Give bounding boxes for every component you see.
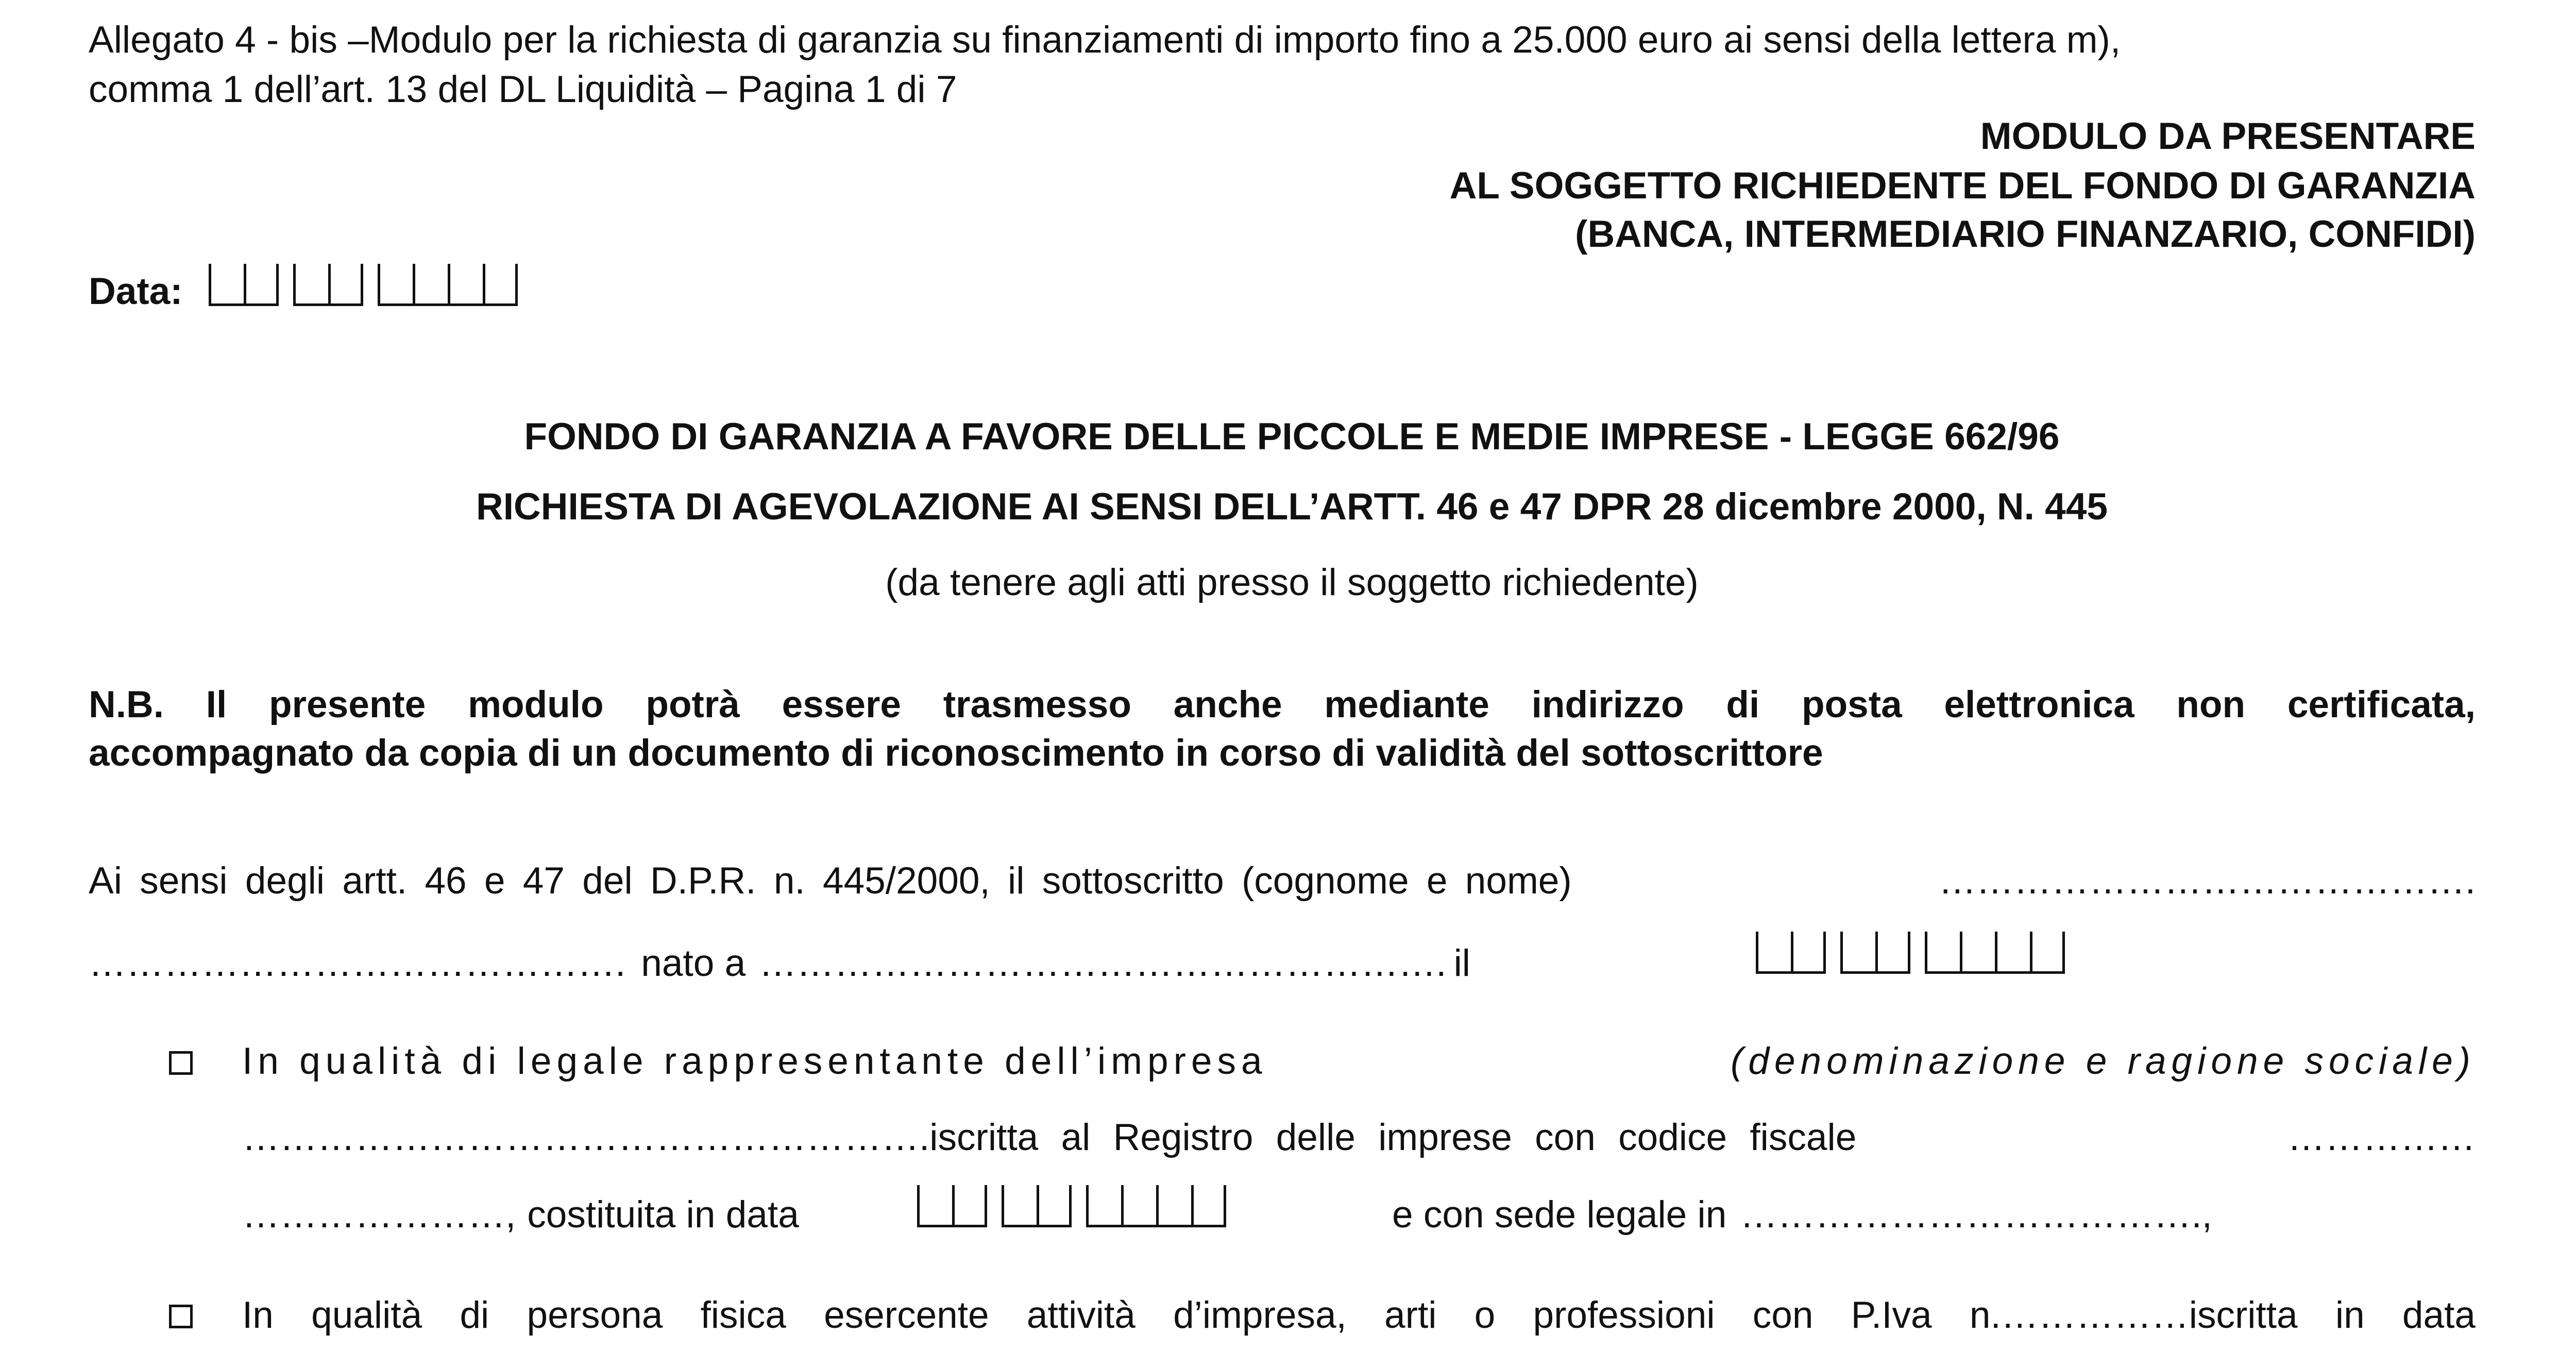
registered-office-field[interactable]: ………………………………., — [1740, 1194, 2212, 1236]
title-line-2: RICHIESTA DI AGEVOLAZIONE AI SENSI DELL’ARTT. 46 e 47 DPR 28 dicembre 2000, N. 445 — [476, 486, 2108, 528]
incorporation-date-boxes[interactable] — [917, 1185, 1241, 1227]
declarant-name-field-cont[interactable]: ……………………………………. — [89, 942, 626, 984]
declarant-name-field[interactable]: ……………………………………. — [1938, 860, 2476, 902]
incorporation-date-label: costituita in data — [527, 1194, 799, 1236]
option1-line-1 — [242, 1037, 2476, 1086]
title-line-1: FONDO DI GARANZIA A FAVORE DELLE PICCOLE E MEDIE IMPRESE - LEGGE 662/96 — [524, 416, 2060, 458]
option1-italic-text: (denominazione e ragione sociale) — [1731, 1040, 2476, 1082]
il-label: il — [1453, 942, 1470, 984]
recipient-line-3: (BANCA, INTERMEDIARIO FINANZARIO, CONFIDI) — [1575, 213, 2476, 255]
registered-office-label: e con sede legale in — [1392, 1194, 1727, 1236]
date-label: Data: — [89, 271, 183, 312]
birth-date-boxes[interactable] — [1756, 932, 2079, 974]
declarant-line-1 — [89, 856, 2476, 906]
birthplace-field[interactable]: ………………………………………………. — [759, 942, 1447, 984]
title-line-3: (da tenere agli atti presso il soggetto richiedente) — [885, 562, 1699, 603]
born-label: nato a — [641, 942, 746, 984]
header-line-1: Allegato 4 - bis –Modulo per la richiesta di garanzia su finanziamenti di importo fino a 25.000 euro ai sensi della lettera m), — [89, 19, 2121, 61]
fiscal-code-field[interactable]: …………… — [2287, 1117, 2476, 1158]
declarant-text: Ai sensi degli artt. 46 e 47 del D.P.R. n. 445/2000, il sottoscritto (cognome e nome) — [89, 860, 1572, 902]
option1-register-text: iscritta al Registro delle imprese con codice fiscale — [929, 1117, 1857, 1158]
recipient-line-2: AL SOGGETTO RICHIEDENTE DEL FONDO DI GARANZIA — [1449, 165, 2476, 207]
date-input-boxes[interactable] — [209, 264, 532, 306]
company-name-field[interactable]: ………………………………………………. — [242, 1117, 930, 1158]
option1-text: In qualità di legale rappresentante dell’impresa — [242, 1040, 1267, 1082]
fiscal-code-field-cont[interactable]: …………………, — [242, 1194, 516, 1236]
declarant-line-2 — [89, 939, 1470, 988]
sole-trader-checkbox[interactable] — [169, 1305, 193, 1328]
header-line-2: comma 1 dell’art. 13 del DL Liquidità – Pagina 1 di 7 — [89, 69, 957, 110]
option1-line-3 — [242, 1190, 799, 1240]
nb-line-2: accompagnato da copia di un documento di riconoscimento in corso di validità del sottoscrittore — [89, 732, 1823, 774]
nb-line-1: N.B. Il presente modulo potrà essere trasmesso anche mediante indirizzo di posta elettronica non certificata, — [89, 684, 2476, 725]
recipient-line-1: MODULO DA PRESENTARE — [1980, 115, 2476, 157]
option1-line-3b — [1392, 1190, 2212, 1240]
option1-line-2 — [242, 1113, 2476, 1162]
option2-line-1: In qualità di persona fisica esercente attività d’impresa, arti o professioni con P.Iva n.……………iscritta in data — [242, 1294, 2476, 1336]
legal-representative-checkbox[interactable] — [169, 1051, 193, 1075]
